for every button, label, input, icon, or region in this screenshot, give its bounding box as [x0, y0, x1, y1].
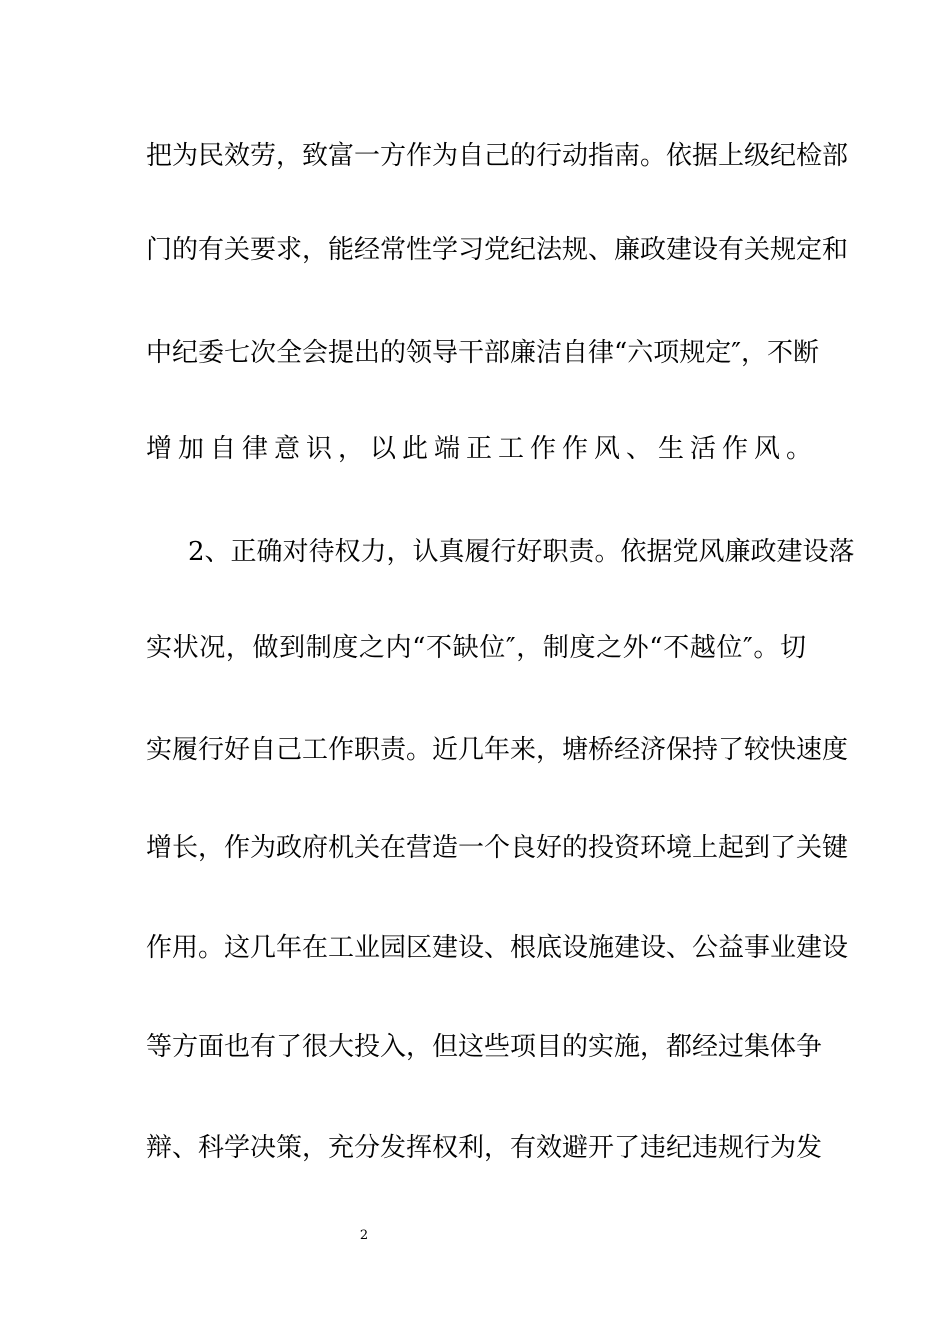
paragraph-line: 中纪委七次全会提出的领导干部廉洁自律“六项规定″，不断	[146, 338, 820, 368]
paragraph-line: 等方面也有了很大投入，但这些项目的实施，都经过集体争	[146, 1032, 823, 1062]
paragraph-line: 实状况，做到制度之内“不缺位″，制度之外“不越位″。切	[146, 633, 806, 663]
paragraph-line: 辩、科学决策，充分发挥权利，有效避开了违纪违规行为发	[146, 1133, 823, 1163]
paragraph-line: 把为民效劳，致富一方作为自己的行动指南。依据上级纪检部	[146, 141, 849, 171]
paragraph-line: 作用。这几年在工业园区建设、根底设施建设、公益事业建设	[146, 933, 849, 963]
paragraph-line: 实履行好自己工作职责。近几年来，塘桥经济保持了较快速度	[146, 735, 849, 765]
paragraph-line: 增加自律意识，以此端正工作作风、生活作风。	[146, 434, 819, 464]
paragraph-line: 门的有关要求，能经常性学习党纪法规、廉政建设有关规定和	[146, 235, 849, 265]
paragraph-line: 2、正确对待权力，认真履行好职责。依据党风廉政建设落	[188, 537, 855, 567]
page-number: 2	[359, 1228, 369, 1243]
paragraph-line: 增长，作为政府机关在营造一个良好的投资环境上起到了关键	[146, 833, 849, 863]
